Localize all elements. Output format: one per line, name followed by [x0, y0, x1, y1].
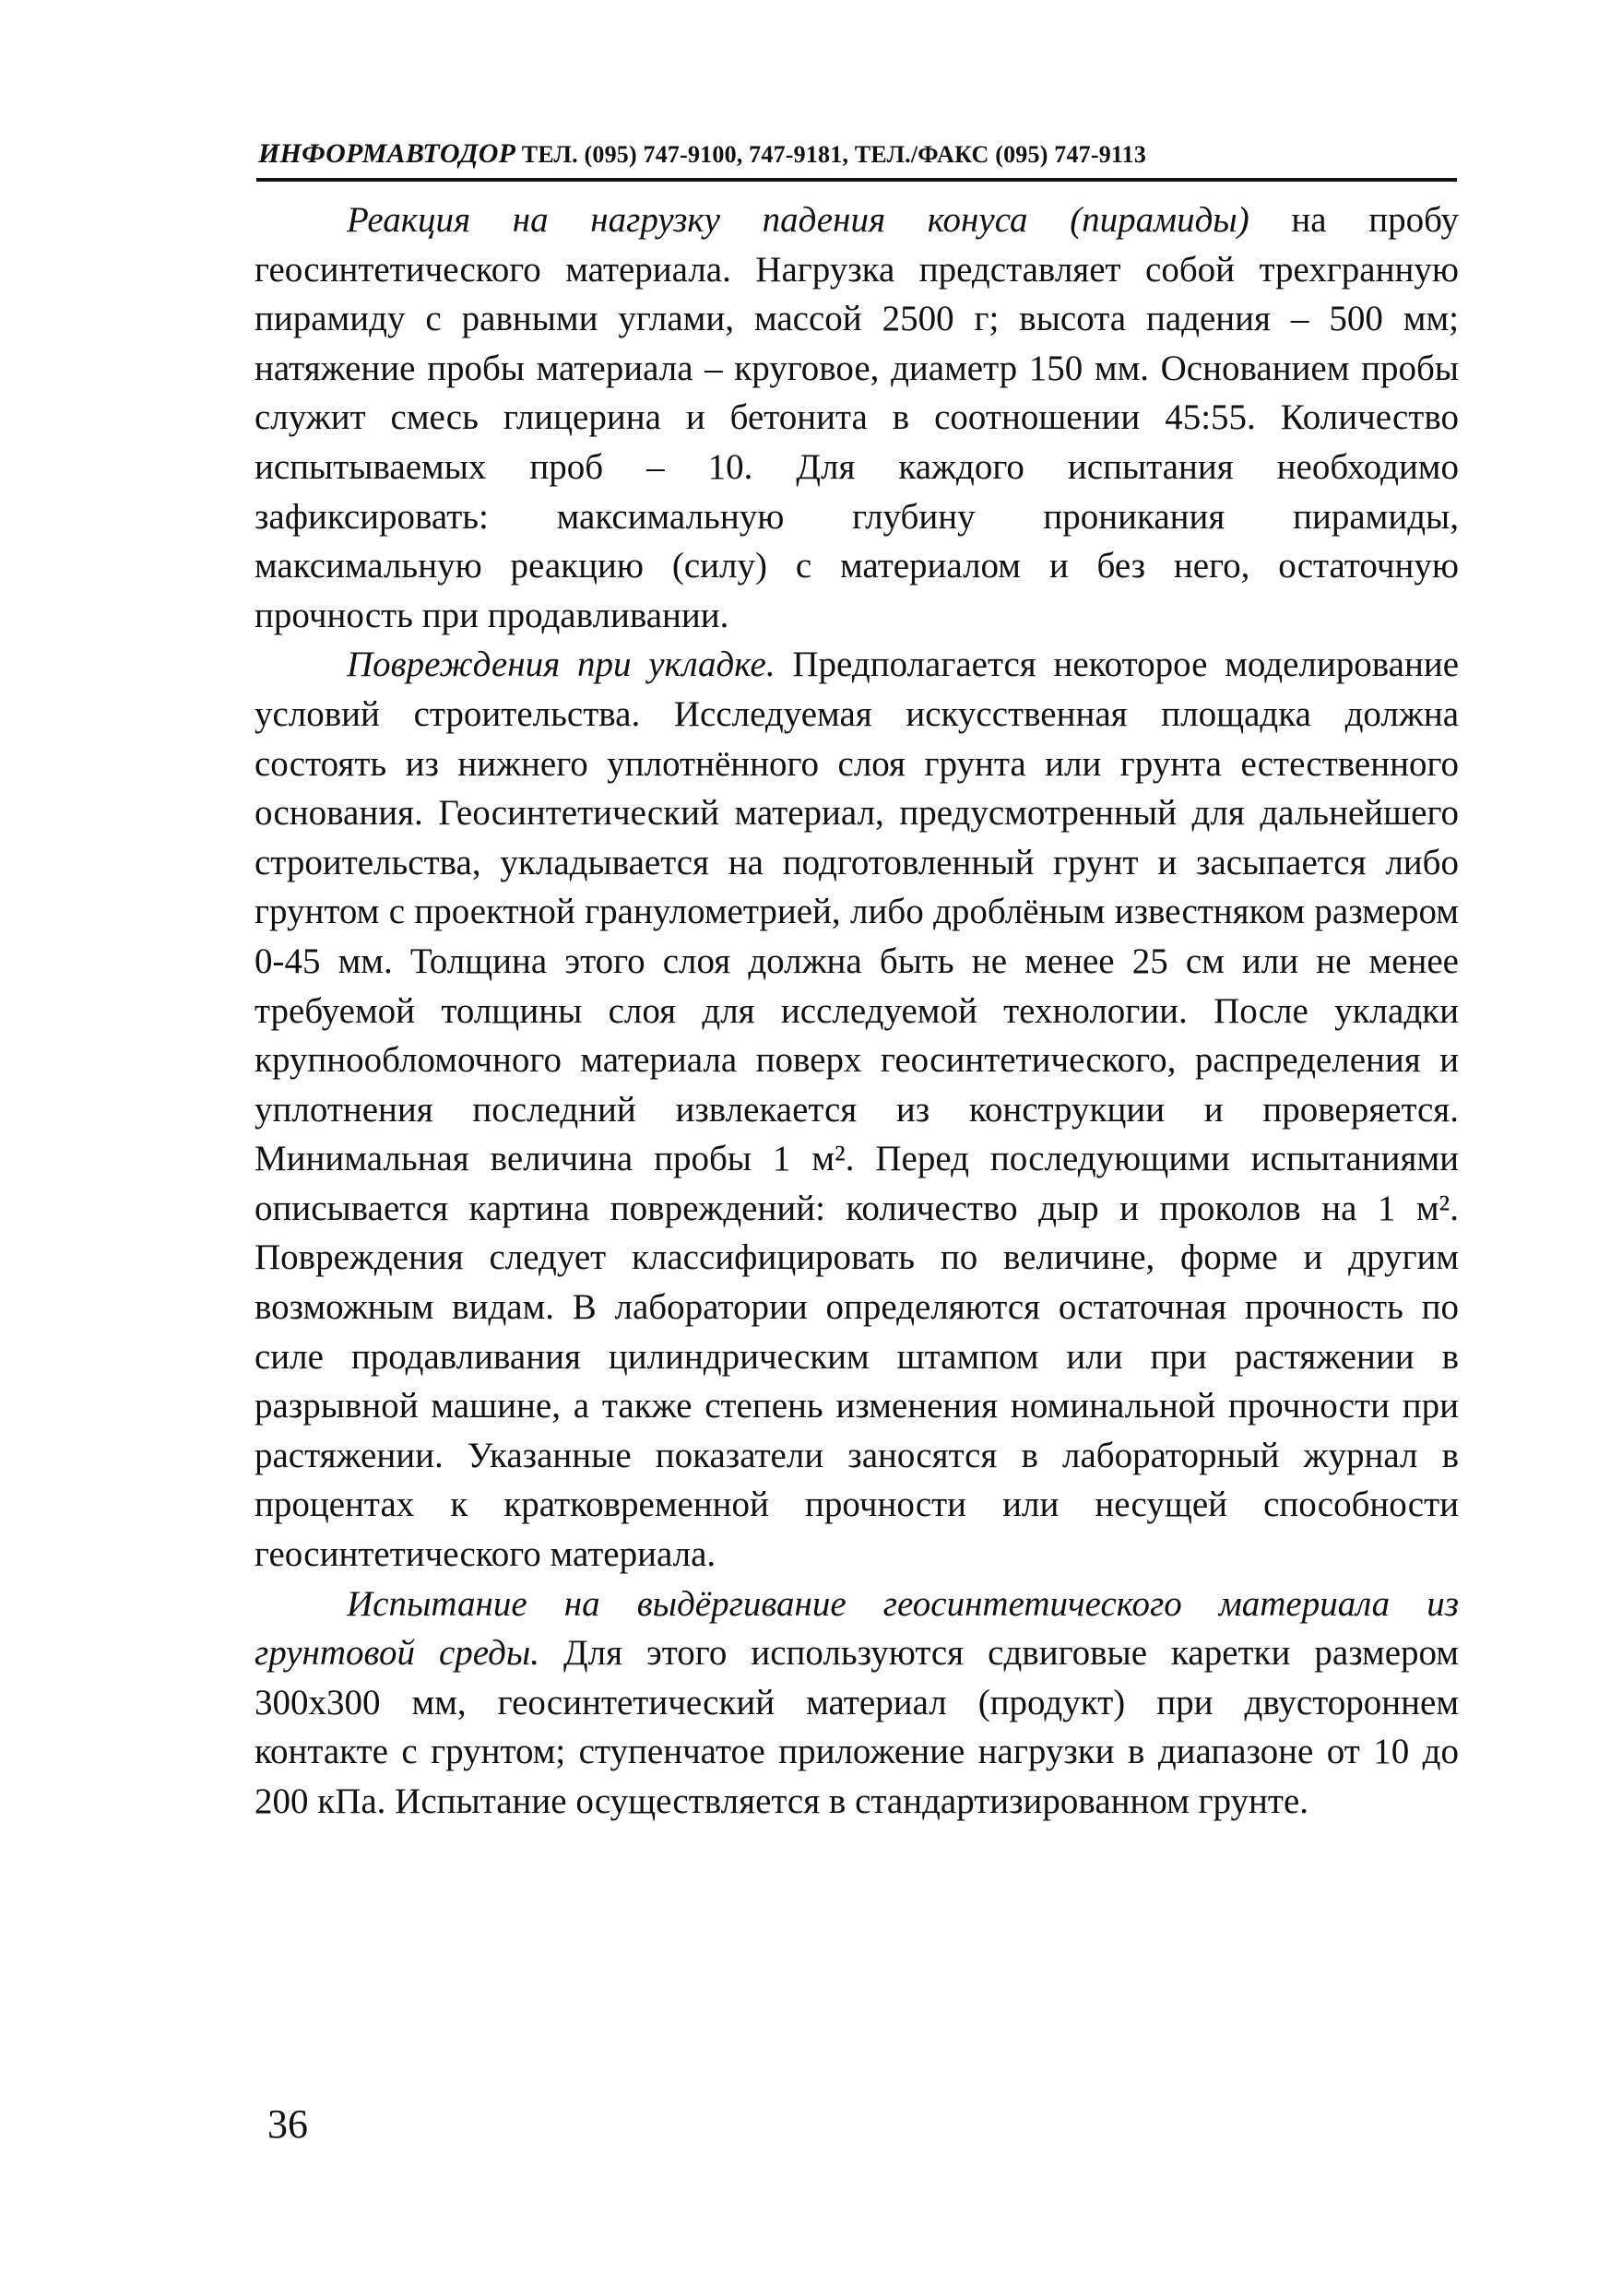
paragraph-text: на пробу геосинтетического материала. Нагрузка представляет собой трехгранную пирамиду с равными углами, массой 2500 г; высота падения – 500 мм; натяжение пробы материала – круговое, диаметр 150 мм. Основанием пробы служит смесь глицерина и бетонита в соотношении 45:55. Количество испытываемых проб – 10. Для каждого испытания необходимо зафиксировать: максимальную глубину проникания пирамиды, максимальную реакцию (силу) с материалом и без него, остаточную прочность при продавливании.: [255, 200, 1459, 635]
header-organization: ИНФОРМАВТОДОР: [258, 138, 516, 169]
paragraph-text: Для этого используются сдвиговые каретки размером 300х300 мм, геосинтетический материал (продукт) при двустороннем контакте с грунтом; ступенчатое приложение нагрузки в диапазоне от 10 до 200 кПа. Испытание осуществляется в стандартизированном грунте.: [255, 1633, 1459, 1821]
paragraph-text: Предполагается некоторое моделирование условий строительства. Исследуемая искусственная площадка должна состоять из нижнего уплотнённого слоя грунта или грунта естественного основания. Геосинтетический материал, предусмотренный для дальнейшего строительства, укладывается на подготовленный грунт и засыпается либо грунтом с проектной гранулометрией, либо дроблёным известняком размером 0-45 мм. Толщина этого слоя должна быть не менее 25 см или не менее требуемой толщины слоя для исследуемой технологии. После укладки крупнообломочного материала поверх геосинтетического, распределения и уплотнения последний извлекается из конструкции и проверяется. Минимальная величина пробы 1 м². Перед последующими испытаниями описывается картина повреждений: количество дыр и проколов на 1 м². Повреждения следует классифицировать по величине, форме и другим возможным видам. В лаборатории определяются остаточная прочность по силе продавливания цилиндрическим штампом или при растяжении в разрывной машине, а также степень изменения номинальной прочности при растяжении. Указанные показатели заносятся в лабораторный журнал в процентах к кратковременной прочности или несущей способности геосинтетического материала.: [255, 645, 1460, 1575]
header-contacts: ТЕЛ. (095) 747-9100, 747-9181, ТЕЛ./ФАКС (095) 747-9113: [521, 141, 1147, 168]
paragraph-cone-drop: [255, 195, 1459, 640]
running-header: [258, 138, 1448, 170]
paragraph-lead: Повреждения при укладке.: [347, 645, 775, 685]
page-number: 36: [267, 2101, 308, 2147]
paragraph-pullout-test: [255, 1580, 1459, 1827]
page-body: [255, 195, 1459, 1827]
paragraph-lead: Испытание на выдёргивание геосинтетического материала из грунтовой среды.: [255, 1583, 1459, 1674]
paragraph-installation-damage: [255, 640, 1459, 1579]
header-rule: [256, 178, 1457, 182]
paragraph-lead: Реакция на нагрузку падения конуса (пирамиды): [347, 200, 1249, 240]
